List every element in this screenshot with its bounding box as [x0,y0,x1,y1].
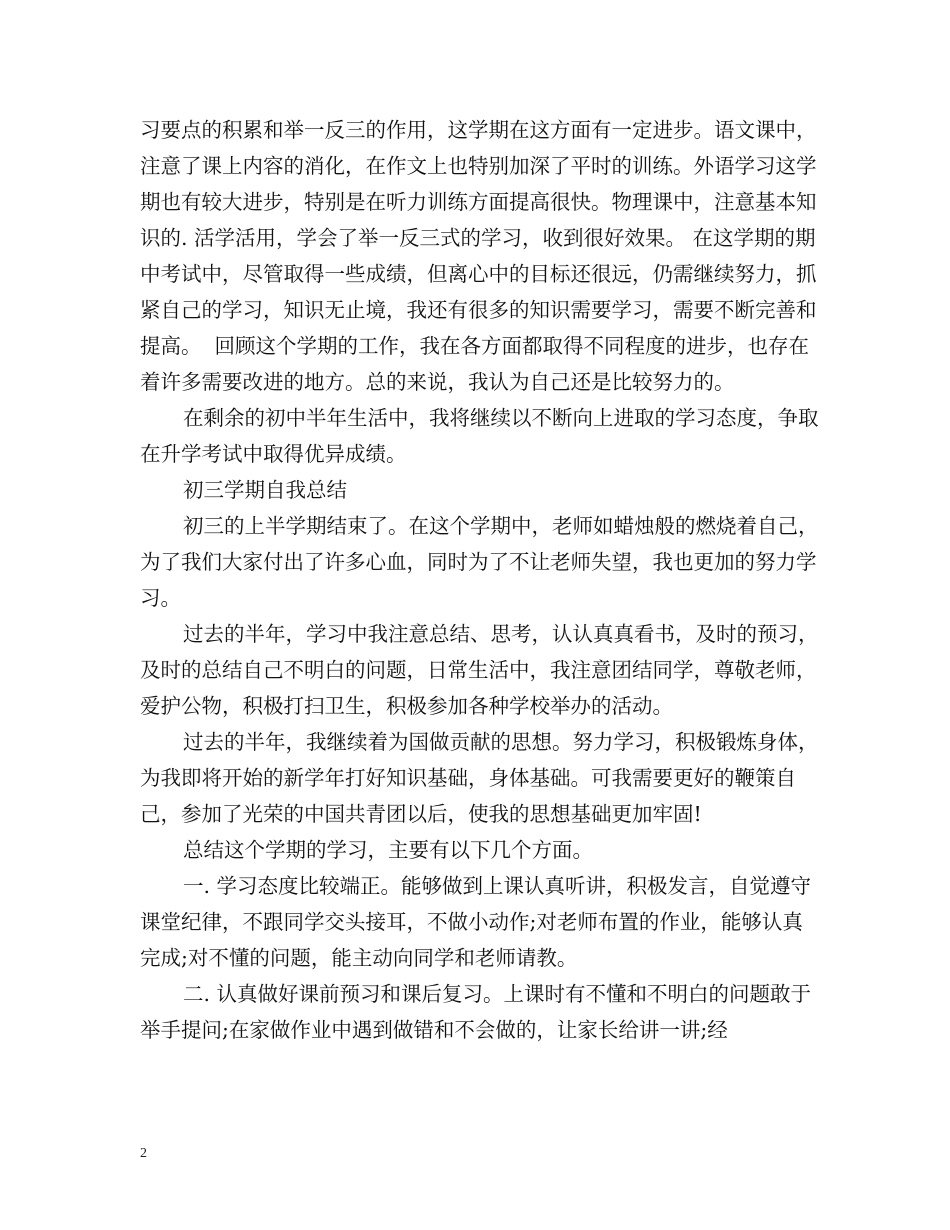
paragraph: 在剩余的初中半年生活中，我将继续以不断向上进取的学习态度，争取在升学考试中取得优异成绩。 [140,406,819,466]
paragraph: 初三的上半学期结束了。在这个学期中，老师如蜡烛般的燃烧着自己，为了我们大家付出了许多心血，同时为了不让老师失望，我也更加的努力学习。 [140,514,819,610]
paragraph: 二. 认真做好课前预习和课后复习。上课时有不懂和不明白的问题敢于举手提问;在家做作业中遇到做错和不会做的，让家长给讲一讲;经 [140,982,812,1042]
paragraph: 总结这个学期的学习，主要有以下几个方面。 [183,838,593,862]
body-text [140,112,820,1048]
section-heading: 初三学期自我总结 [183,478,347,502]
paragraph: 过去的半年，我继续着为国做贡献的思想。努力学习，积极锻炼身体，为我即将开始的新学年打好知识基础，身体基础。可我需要更好的鞭策自己，参加了光荣的中国共青团以后，使我的思想基础更加牢固! [140,730,819,826]
page-number: 2 [140,1146,147,1161]
paragraph: 过去的半年，学习中我注意总结、思考，认认真真看书，及时的预习，及时的总结自己不明白的问题，日常生活中，我注意团结同学，尊敬老师，爱护公物，积极打扫卫生，积极参加各种学校举办的活动。 [140,622,819,718]
paragraph: 一. 学习态度比较端正。能够做到上课认真听讲，积极发言，自觉遵守课堂纪律，不跟同学交头接耳，不做小动作;对老师布置的作业，能够认真完成;对不懂的问题，能主动向同学和老师请教。 [140,874,812,970]
paragraph: 习要点的积累和举一反三的作用，这学期在这方面有一定进步。语文课中，注意了课上内容的消化，在作文上也特别加深了平时的训练。外语学习这学期也有较大进步，特别是在听力训练方面提高很快。物理课中，注意基本知识的. 活学活用，学会了举一反三式的学习，收到很好效果。 在这学期的期中考试中，尽管取得一些成绩，但离心中的目标还很远，仍需继续努力，抓紧自己的学习，知识无止境，我还有很多的知识需要学习，需要不断完善和提高。 回顾这个学期的工作，我在各方面都取得不同程度的进步，也存在着许多需要改进的地方。总的来说，我认为自己还是比较努力的。 [140,118,817,394]
